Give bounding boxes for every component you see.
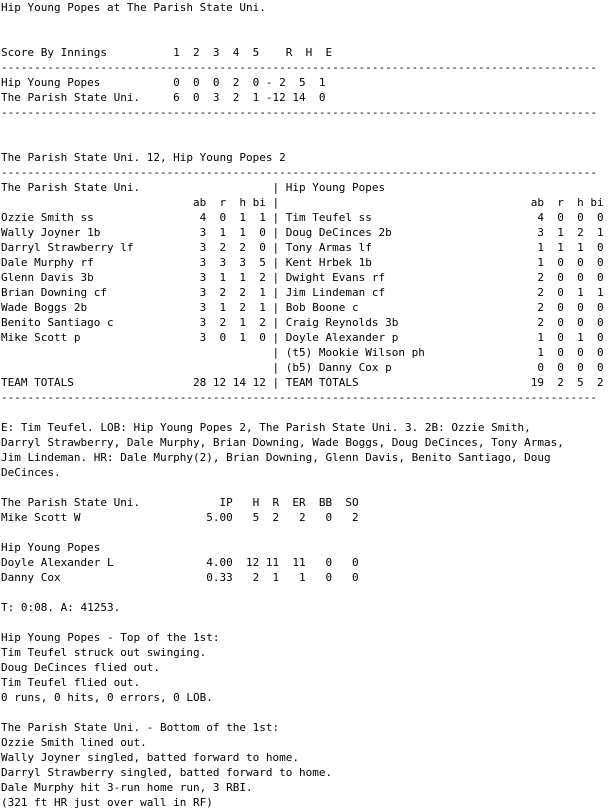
box-row: Benito Santiago c 3 2 1 2 | Craig Reynolds 3b 2 0 0 0	[1, 316, 604, 329]
pitching-header: The Parish State Uni. IP H R ER BB SO	[1, 496, 359, 509]
game-notes	[1, 420, 611, 480]
box-rule: ------------------------------------------------------------------------------------------	[1, 166, 598, 179]
pitching-row: Doyle Alexander L 4.00 12 11 11 0 0	[1, 556, 359, 569]
notes-line: E: Tim Teufel. LOB: Hip Young Popes 2, The Parish State Uni. 3. 2B: Ozzie Smith,	[1, 421, 531, 434]
box-row: Wally Joyner 1b 3 1 1 0 | Doug DeCinces 2b 3 1 2 1	[1, 226, 604, 239]
play-line: Ozzie Smith lined out.	[1, 736, 147, 749]
blank-line	[1, 705, 611, 720]
notes-line: Jim Lindeman. HR: Dale Murphy(2), Brian Downing, Glenn Davis, Benito Santiago, Doug	[1, 451, 551, 464]
blank-line	[1, 585, 611, 600]
blank-line	[1, 15, 611, 30]
box-row: Darryl Strawberry lf 3 2 2 0 | Tony Armas lf 1 1 1 0	[1, 241, 604, 254]
linescore-rule: ------------------------------------------------------------------------------------------	[1, 106, 598, 119]
blank-line	[1, 480, 611, 495]
notes-line: DeCinces.	[1, 466, 61, 479]
box-rule: ------------------------------------------------------------------------------------------	[1, 391, 598, 404]
pitching-row: Danny Cox 0.33 2 1 1 0 0	[1, 571, 359, 584]
box-column-header: ab r h bi | ab r h bi	[1, 196, 604, 209]
box-team-header: The Parish State Uni. | Hip Young Popes	[1, 181, 386, 194]
half-inning-header: The Parish State Uni. - Bottom of the 1st:	[1, 721, 280, 734]
linescore	[1, 45, 611, 120]
box-row: | (t5) Mookie Wilson ph 1 0 0 0	[1, 346, 604, 359]
box-row: Ozzie Smith ss 4 0 1 1 | Tim Teufel ss 4 0 0 0	[1, 211, 604, 224]
batting-box	[1, 180, 611, 405]
box-row: Dale Murphy rf 3 3 3 5 | Kent Hrbek 1b 1 0 0 0	[1, 256, 604, 269]
play-line: 0 runs, 0 hits, 0 errors, 0 LOB.	[1, 691, 213, 704]
box-row: Brian Downing cf 3 2 2 1 | Jim Lindeman cf 2 0 1 1	[1, 286, 604, 299]
box-row: Wade Boggs 2b 3 1 2 1 | Bob Boone c 2 0 0 0	[1, 301, 604, 314]
pitching-away	[1, 540, 611, 585]
play-line: Wally Joyner singled, batted forward to home.	[1, 751, 300, 764]
play-by-play-top-1st	[1, 630, 611, 705]
box-row: | (b5) Danny Cox p 0 0 0 0	[1, 361, 604, 374]
linescore-row-home: The Parish State Uni. 6 0 3 2 1 -12 14 0	[1, 91, 326, 104]
pitching-home	[1, 495, 611, 525]
linescore-header: Score By Innings 1 2 3 4 5 R H E	[1, 46, 333, 59]
linescore-row-away: Hip Young Popes 0 0 0 2 0 - 2 5 1	[1, 76, 326, 89]
box-row: Glenn Davis 3b 3 1 1 2 | Dwight Evans rf 2 0 0 0	[1, 271, 604, 284]
pitching-row: Mike Scott W 5.00 5 2 2 0 2	[1, 511, 359, 524]
blank-line	[1, 525, 611, 540]
play-line: (321 ft HR just over wall in RF)	[1, 796, 213, 809]
blank-line	[1, 135, 611, 150]
notes-line: Darryl Strawberry, Dale Murphy, Brian Downing, Wade Boggs, Doug DeCinces, Tony Armas,	[1, 436, 564, 449]
play-by-play-bottom-1st	[1, 720, 611, 810]
play-line: Doug DeCinces flied out.	[1, 661, 160, 674]
play-line: Tim Teufel flied out.	[1, 676, 141, 689]
pitching-header: Hip Young Popes	[1, 541, 101, 554]
box-team-totals: TEAM TOTALS 28 12 14 12 | TEAM TOTALS 19 2 5 2	[1, 376, 604, 389]
play-line: Darryl Strawberry singled, batted forward to home.	[1, 766, 333, 779]
box-row: Mike Scott p 3 0 1 0 | Doyle Alexander p 1 0 1 0	[1, 331, 604, 344]
game-info: T: 0:08. A: 41253.	[1, 601, 121, 614]
game-title: Hip Young Popes at The Parish State Uni.	[1, 1, 266, 14]
final-score: The Parish State Uni. 12, Hip Young Popes 2	[1, 151, 286, 164]
blank-line	[1, 120, 611, 135]
play-line: Tim Teufel struck out swinging.	[1, 646, 207, 659]
blank-line	[1, 405, 611, 420]
play-line: Dale Murphy hit 3-run home run, 3 RBI.	[1, 781, 253, 794]
blank-line	[1, 30, 611, 45]
half-inning-header: Hip Young Popes - Top of the 1st:	[1, 631, 220, 644]
blank-line	[1, 615, 611, 630]
linescore-rule: ------------------------------------------------------------------------------------------	[1, 61, 598, 74]
